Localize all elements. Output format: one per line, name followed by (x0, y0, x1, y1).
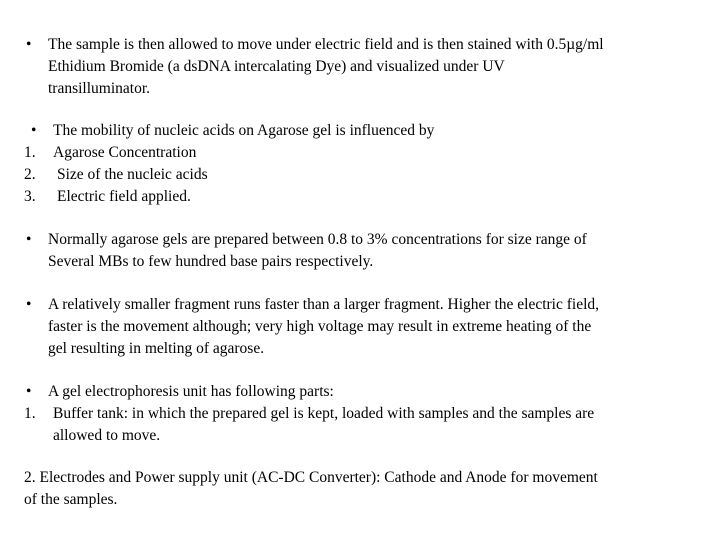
text-line: The sample is then allowed to move under electric field and is then stained with 0.5µg/ml (48, 36, 604, 53)
bullet-marker: • (26, 231, 32, 248)
list-item: Electric field applied. (57, 188, 191, 205)
text-line: gel resulting in melting of agarose. (48, 340, 265, 357)
text-line: faster is the movement although; very high voltage may result in extreme heating of the (48, 318, 592, 335)
text-line: 2. Electrodes and Power supply unit (AC-DC Converter): Cathode and Anode for movement (24, 469, 598, 486)
text-line: Ethidium Bromide (a dsDNA intercalating Dye) and visualized under UV (48, 58, 505, 75)
list-item: Size of the nucleic acids (57, 166, 208, 183)
list-item: Buffer tank: in which the prepared gel is kept, loaded with samples and the samples are (53, 405, 595, 422)
text-line: Several MBs to few hundred base pairs respectively. (48, 253, 374, 270)
text-line: Normally agarose gels are prepared between 0.8 to 3% concentrations for size range of (48, 231, 587, 248)
bullet-marker: • (26, 296, 32, 313)
number-marker: 1. (24, 144, 36, 161)
number-marker: 2. (24, 166, 36, 183)
list-item: allowed to move. (53, 427, 161, 444)
number-marker: 3. (24, 188, 36, 205)
bullet-marker: • (31, 122, 37, 139)
text-line: A gel electrophoresis unit has following parts: (48, 383, 334, 400)
number-marker: 1. (24, 405, 36, 422)
bullet-marker: • (26, 36, 32, 53)
text-line: transilluminator. (48, 80, 151, 97)
text-line: of the samples. (24, 491, 118, 508)
text-line: A relatively smaller fragment runs faster than a larger fragment. Higher the electric field, (48, 296, 600, 313)
list-item: Agarose Concentration (53, 144, 197, 161)
text-line: The mobility of nucleic acids on Agarose gel is influenced by (53, 122, 435, 139)
bullet-marker: • (26, 383, 32, 400)
